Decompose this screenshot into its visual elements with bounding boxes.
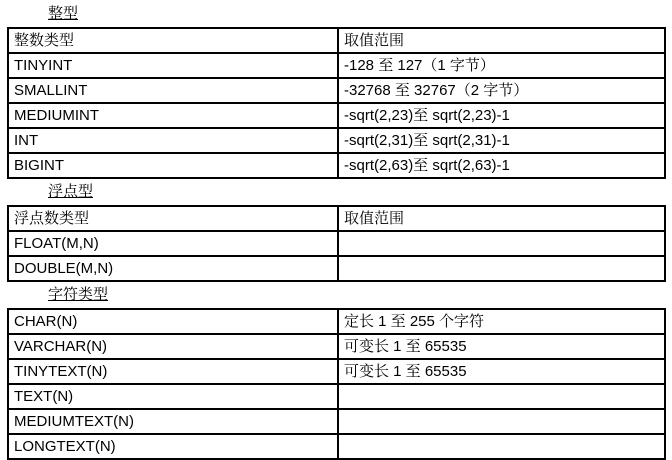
table-cell: -sqrt(2,23)至 sqrt(2,23)-1 bbox=[338, 103, 665, 128]
table-cell: BIGINT bbox=[8, 153, 338, 178]
table-row bbox=[8, 153, 665, 178]
table-cell: MEDIUMINT bbox=[8, 103, 338, 128]
table-row bbox=[8, 434, 665, 459]
table-cell: 定长 1 至 255 个字符 bbox=[338, 309, 665, 334]
char-types-table bbox=[7, 308, 666, 460]
table-cell: VARCHAR(N) bbox=[8, 334, 338, 359]
table-row bbox=[8, 334, 665, 359]
table-cell: INT bbox=[8, 128, 338, 153]
section-heading-char: 字符类型 bbox=[48, 286, 109, 303]
table-cell bbox=[338, 409, 665, 434]
table-cell: -128 至 127（1 字节） bbox=[338, 53, 665, 78]
table-cell: TINYINT bbox=[8, 53, 338, 78]
table-row bbox=[8, 384, 665, 409]
table-cell: 可变长 1 至 65535 bbox=[338, 359, 665, 384]
table-cell: -sqrt(2,63)至 sqrt(2,63)-1 bbox=[338, 153, 665, 178]
table-cell: TEXT(N) bbox=[8, 384, 338, 409]
table-row bbox=[8, 128, 665, 153]
integer-types-table bbox=[7, 27, 666, 179]
table-cell: -32768 至 32767（2 字节） bbox=[338, 78, 665, 103]
table-row bbox=[8, 103, 665, 128]
table-cell: TINYTEXT(N) bbox=[8, 359, 338, 384]
table-row bbox=[8, 359, 665, 384]
table-row bbox=[8, 78, 665, 103]
table-cell: SMALLINT bbox=[8, 78, 338, 103]
table-cell: 可变长 1 至 65535 bbox=[338, 334, 665, 359]
table-row bbox=[8, 309, 665, 334]
table-cell bbox=[338, 384, 665, 409]
table-row bbox=[8, 231, 665, 256]
section-heading-float: 浮点型 bbox=[48, 183, 94, 200]
table-cell: CHAR(N) bbox=[8, 309, 338, 334]
table-cell bbox=[338, 434, 665, 459]
table-row bbox=[8, 256, 665, 281]
section-heading-integer: 整型 bbox=[48, 5, 79, 22]
table-cell: DOUBLE(M,N) bbox=[8, 256, 338, 281]
table-header-cell: 取值范围 bbox=[338, 206, 665, 231]
table-header-cell: 整数类型 bbox=[8, 28, 338, 53]
table-row bbox=[8, 53, 665, 78]
table-header-cell: 取值范围 bbox=[338, 28, 665, 53]
table-cell: MEDIUMTEXT(N) bbox=[8, 409, 338, 434]
float-types-table bbox=[7, 205, 666, 282]
table-header-cell: 浮点数类型 bbox=[8, 206, 338, 231]
table-cell: -sqrt(2,31)至 sqrt(2,31)-1 bbox=[338, 128, 665, 153]
table-cell: FLOAT(M,N) bbox=[8, 231, 338, 256]
table-cell bbox=[338, 256, 665, 281]
table-header-row bbox=[8, 206, 665, 231]
table-cell: LONGTEXT(N) bbox=[8, 434, 338, 459]
table-header-row bbox=[8, 28, 665, 53]
table-cell bbox=[338, 231, 665, 256]
table-row bbox=[8, 409, 665, 434]
